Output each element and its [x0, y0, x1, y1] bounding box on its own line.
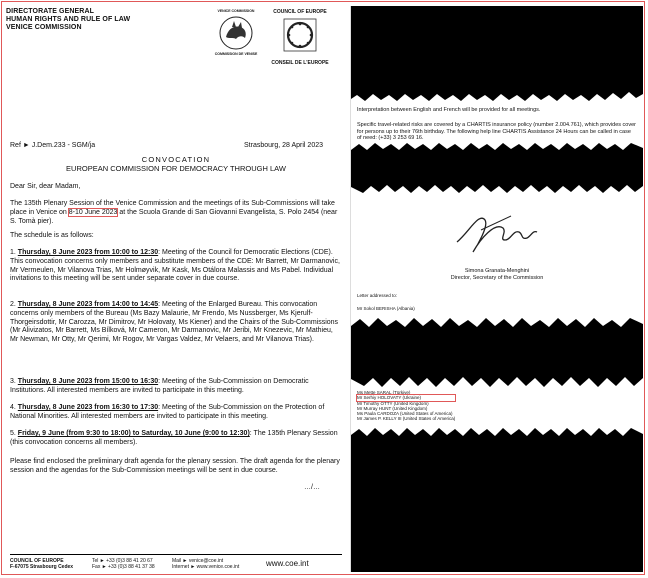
salutation: Dear Sir, dear Madam, [10, 183, 81, 190]
footer-org [10, 558, 73, 570]
item-time: Thursday, 8 June 2023 from 15:00 to 16:30 [17, 378, 159, 385]
schedule-item [10, 378, 340, 396]
item-number: 1. [10, 249, 16, 256]
addressee-highlighted: Mr Serhiy HOLOVATY (Ukraine) [357, 395, 455, 400]
addressee: Ms Paula CARDOZA (United States of America) [357, 411, 453, 417]
footer-phones [92, 558, 155, 570]
item-number: 5. [10, 430, 16, 437]
footer-tel: Tel ► +33 (0)3 88 41 20 67 [92, 558, 153, 564]
addressee: Mr James P. KELLY III (United States of America) [357, 416, 456, 422]
letter-title: CONVOCATION [141, 155, 211, 164]
item-number: 4. [10, 404, 16, 411]
redaction-top [351, 6, 643, 104]
closing-paragraph: Please find enclosed the preliminary draft agenda for the plenary session. The draft agenda for the plenary session and the agendas for the Sub-Commission meetings will be sent in due course. [10, 458, 340, 474]
letter-subtitle: EUROPEAN COMMISSION FOR DEMOCRACY THROUGH LAW [66, 164, 286, 173]
footer-contacts [172, 558, 239, 570]
letter-page-1 [6, 6, 346, 572]
letter-page-2 [350, 6, 643, 572]
intro-paragraph [10, 200, 340, 226]
footer-email: Mail ► venice@coe.int [172, 558, 224, 564]
org-line: VENICE COMMISSION [6, 24, 82, 31]
redaction-middle [351, 142, 643, 194]
reference-number: Ref ► J.Dem.233 - SGM/ja [10, 142, 96, 149]
signer-name: Simona Granata-Menghini [464, 268, 530, 274]
schedule-item [10, 404, 340, 422]
continued-marker: …/… [304, 484, 320, 491]
intro-text: The 135th Plenary Session of the Venice Commission and the meetings of its Sub-Commissions will take place in Venice on [10, 200, 335, 216]
lion-emblem-icon [212, 9, 260, 57]
coe-title-fr: CONSEIL DE L'EUROPE [271, 60, 329, 66]
emblem-caption-bottom: COMMISSION DE VENISE [214, 52, 258, 56]
org-line: HUMAN RIGHTS AND RULE OF LAW [6, 16, 131, 23]
item-time: Friday, 9 June (from 9:30 to 18:00) to Saturday, 10 June (9:00 to 12:30) [17, 430, 250, 437]
item-number: 2. [10, 301, 16, 308]
addressee: Ms Mette SARAL (Türkiye) [357, 390, 411, 395]
schedule-item [10, 301, 340, 345]
org-header [6, 8, 130, 32]
signer-block [351, 268, 643, 281]
redaction-addressees [351, 316, 643, 390]
venice-commission-emblem [212, 9, 260, 57]
coe-title: COUNCIL OF EUROPE [273, 9, 327, 15]
item-text: : Meeting of the Enlarged Bureau. This convocation concerns only members of the Bureau (Ms Bazy Malaurie, Mr Frendo, Ms Nussberger, Ms Kjerulf-Thorgeirsdottir, Mr Carozza, Mr Dimitrov, Mr Holovaty, Ms Kiener) and the Chairs of the Sub-Commissions (Mr Alivizatos, Mr Barrett, Ms Bílková, Mr Cameron, Mr Darmanovic, Mr Jeribi, Mr Knezevic, Mr Mathieu, Mr Newman, Mr Otty, Mr Qerimi, Mr Rogov, Mr Vargas Valdez, Mr Velaers, and Mr Vilanova Trias). [10, 301, 339, 344]
addressee: Mr Murray HUNT (United Kingdom) [357, 405, 428, 411]
item-time: Thursday, 8 June 2023 from 10:00 to 12:30 [17, 249, 159, 256]
footer-divider [10, 554, 342, 555]
coe-stars-icon [270, 15, 330, 55]
intro-text-end: at the Scuola Grande di San Giovanni Evangelista, S. Polo 2454 (near S. Tomà pier). [10, 208, 338, 225]
signature-icon [451, 202, 541, 262]
schedule-item [10, 249, 340, 284]
addressee: Mr Timothy OTTY (United Kingdom) [357, 400, 429, 406]
footer-website: www.coe.int [266, 559, 309, 568]
footer-fax: Fax ► +33 (0)3 88 41 37 38 [92, 564, 155, 570]
item-time: Thursday, 8 June 2023 from 14:00 to 14:45 [17, 301, 159, 308]
council-of-europe-logo [270, 9, 330, 66]
signer-title: Director, Secretary of the Commission [450, 274, 544, 281]
first-addressee: Mr Sokol BERISHA (Albania) [357, 306, 415, 311]
org-line: DIRECTORATE GENERAL [6, 8, 94, 15]
footer-internet: Internet ► www.venice.coe.int [172, 564, 240, 570]
item-text: : The 135th Plenary Session (this convocation concerns all members). [10, 430, 338, 446]
interpretation-note: Interpretation between English and French will be provided for all meetings. [357, 107, 541, 113]
item-text: : Meeting of the Sub-Commission on Democratic Institutions. All interested members are invited to participate in this meeting. [10, 378, 309, 394]
redaction-bottom [351, 426, 643, 572]
addressed-to-label: Letter addressed to: [357, 293, 398, 298]
letter-date: Strasbourg, 28 April 2023 [244, 142, 323, 149]
item-text: : Meeting of the Council for Democratic Elections (CDE). This convocation concerns only members and substitute members of the CDE: Mr Barrett, Mr Darmanovic, Mr Vermeulen, Mr Vilanova Trias, Mr Holmøyvik, Mr Kask, Ms Otálora Malassis and Ms Pabel. Individual invitations to this meeting will be sent under separate cover in due course. [10, 249, 340, 283]
schedule-intro: The schedule is as follows: [10, 232, 94, 239]
footer-address: F-67075 Strasbourg Cedex [10, 564, 74, 570]
emblem-caption-top: VENICE COMMISSION [217, 9, 255, 13]
footer-org-name: COUNCIL OF EUROPE [10, 558, 64, 564]
schedule-item [10, 430, 340, 448]
insurance-note: Specific travel-related risks are covered by a CHARTIS insurance policy (number 2.004.761), which provides cover for persons up to their 76th birthday. The following help line CHARTIS Assistance 24 Hours can be called in case of need: (+33) 3 253 69 16. [357, 122, 636, 141]
meeting-dates-highlight: 8-10 June 2023 [68, 208, 118, 216]
item-text: : Meeting of the Sub-Commission on the Protection of National Minorities. All interested members are invited to participate in this meeting. [10, 404, 325, 420]
item-number: 3. [10, 378, 16, 385]
addressee-list [357, 390, 455, 422]
item-time: Thursday, 8 June 2023 from 16:30 to 17:30 [17, 404, 159, 411]
